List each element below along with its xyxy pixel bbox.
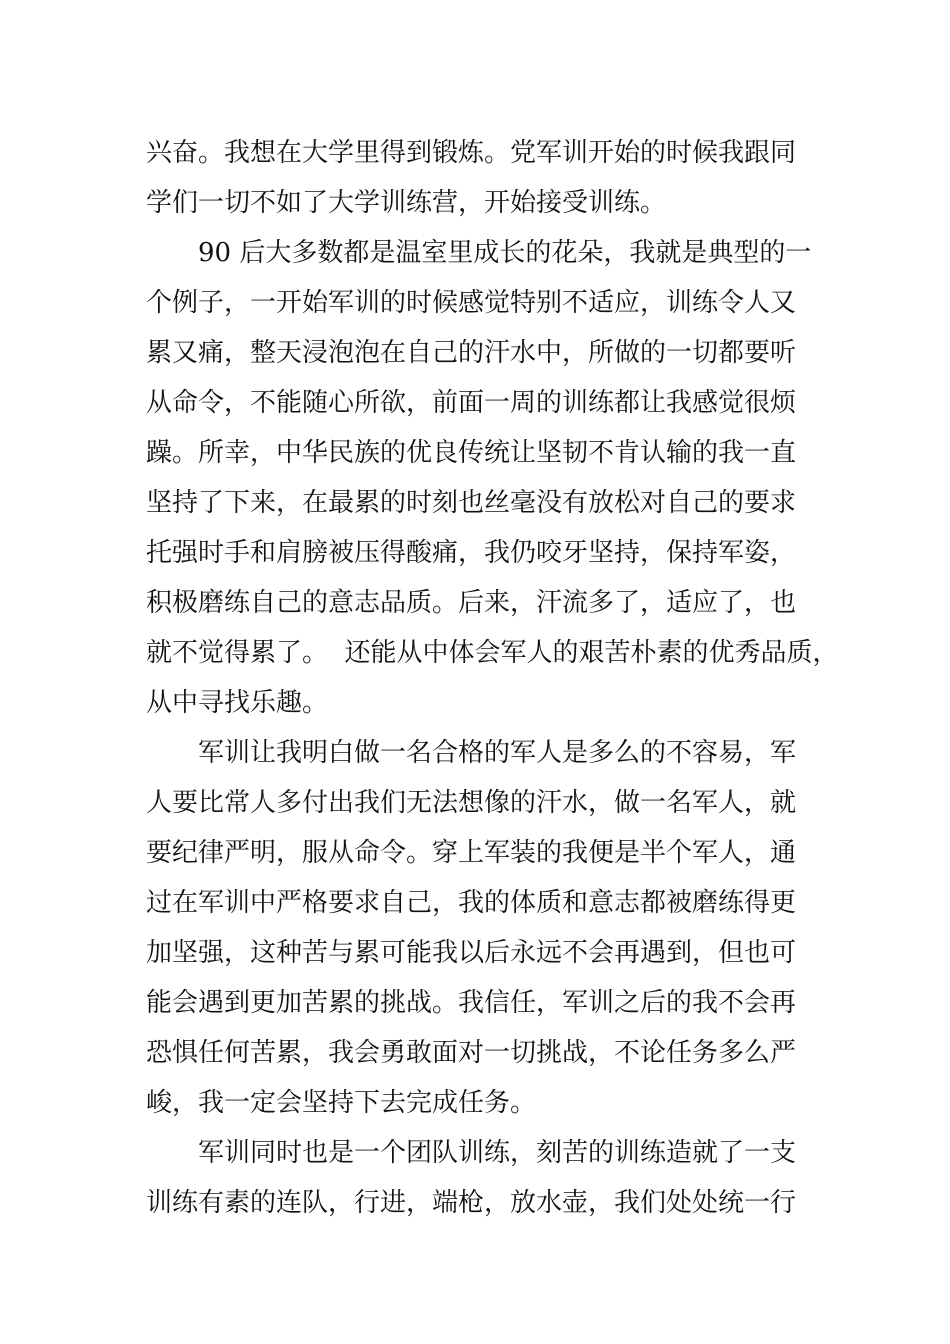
text-line: 恐惧任何苦累，我会勇敢面对一切挑战，不论任务多么严	[146, 1038, 797, 1068]
paragraph-start-line: 军训让我明白做一名合格的军人是多么的不容易，军	[198, 738, 797, 768]
text-line: 从中寻找乐趣。	[146, 688, 329, 718]
text-line: 训练有素的连队，行进，端枪，放水壶，我们处处统一行	[146, 1188, 797, 1218]
text-line: 从命令，不能随心所欲，前面一周的训练都让我感觉很烦	[146, 388, 797, 418]
document-body	[146, 128, 839, 1228]
text-line: 积极磨练自己的意志品质。后来，汗流多了，适应了，也	[146, 588, 797, 618]
text-line: 人要比常人多付出我们无法想像的汗水，做一名军人，就	[146, 788, 797, 818]
text-line: 个例子，一开始军训的时候感觉特别不适应，训练令人又	[146, 288, 797, 318]
text-line: 加坚强，这种苦与累可能我以后永远不会再遇到，但也可	[146, 938, 797, 968]
paragraph-start-line: 军训同时也是一个团队训练，刻苦的训练造就了一支	[198, 1138, 797, 1168]
text-line: 能会遇到更加苦累的挑战。我信任，军训之后的我不会再	[146, 988, 797, 1018]
text-line: 峻，我一定会坚持下去完成任务。	[146, 1088, 537, 1118]
text-line: 托强时手和肩膀被压得酸痛，我仍咬牙坚持，保持军姿，	[146, 538, 797, 568]
text-line: 就不觉得累了。 还能从中体会军人的艰苦朴素的优秀品质，	[146, 638, 839, 668]
text-line: 要纪律严明，服从命令。穿上军装的我便是半个军人，通	[146, 838, 797, 868]
paragraph-start-line: 90 后大多数都是温室里成长的花朵，我就是典型的一	[198, 238, 812, 268]
text-line: 兴奋。我想在大学里得到锻炼。党军训开始的时候我跟同	[146, 138, 797, 168]
text-line: 躁。所幸，中华民族的优良传统让坚韧不肯认输的我一直	[146, 438, 797, 468]
text-line: 过在军训中严格要求自己，我的体质和意志都被磨练得更	[146, 888, 797, 918]
text-line: 累又痛，整天浸泡泡在自己的汗水中，所做的一切都要听	[146, 338, 797, 368]
text-line: 坚持了下来，在最累的时刻也丝毫没有放松对自己的要求	[146, 488, 797, 518]
text-line: 学们一切不如了大学训练营，开始接受训练。	[146, 188, 667, 218]
